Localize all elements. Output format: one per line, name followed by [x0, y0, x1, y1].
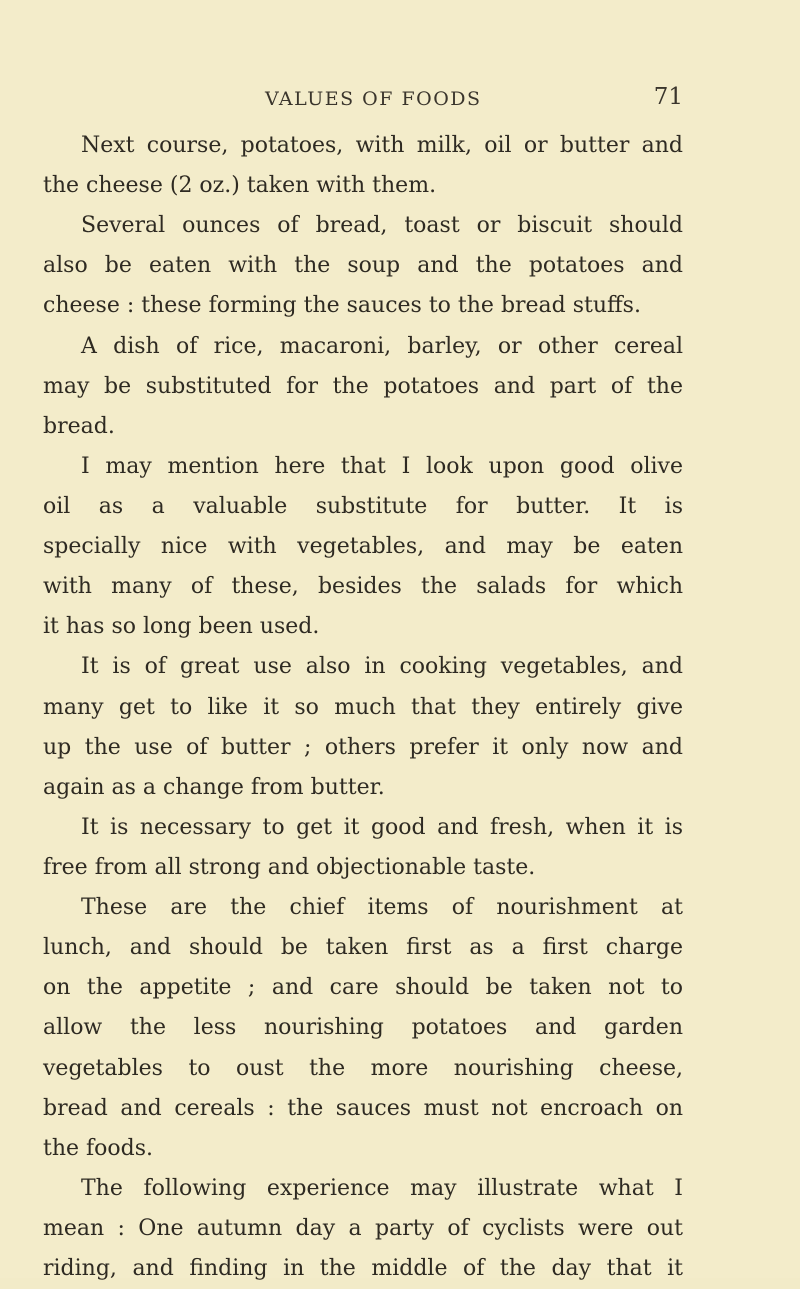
- text-line: It is necessary to get it good and fresh, when it is: [81, 814, 683, 840]
- running-head: VALUES OF FOODS: [265, 88, 482, 110]
- page-header: [43, 84, 683, 114]
- text-line: up the use of butter ; others prefer it only now and: [43, 734, 683, 760]
- text-line: A dish of rice, macaroni, barley, or other cereal: [81, 333, 683, 359]
- text-line: again as a change from butter.: [43, 774, 385, 800]
- text-line: may be substituted for the potatoes and part of the: [43, 373, 683, 399]
- text-line: bread.: [43, 413, 115, 439]
- text-line: vegetables to oust the more nourishing cheese,: [43, 1055, 683, 1081]
- text-line: specially nice with vegetables, and may be eaten: [43, 534, 683, 560]
- text-line: with many of these, besides the salads for which: [43, 574, 683, 600]
- text-line: mean : One autumn day a party of cyclists were out: [43, 1215, 683, 1241]
- text-line: many get to like it so much that they entirely give: [43, 694, 683, 720]
- text-line: lunch, and should be taken first as a first charge: [43, 935, 683, 961]
- body-text: [43, 126, 683, 1289]
- text-line: It is of great use also in cooking vegetables, and: [81, 654, 683, 680]
- text-line: on the appetite ; and care should be taken not to: [43, 975, 683, 1001]
- page-number: 71: [653, 84, 683, 110]
- text-line: it has so long been used.: [43, 614, 320, 640]
- text-line: I may mention here that I look upon good olive: [81, 453, 683, 479]
- text-line: riding, and finding in the middle of the day that it: [43, 1256, 683, 1282]
- text-line: These are the chief items of nourishment at: [81, 895, 683, 921]
- text-line: cheese : these forming the sauces to the bread stuffs.: [43, 293, 641, 319]
- text-line: allow the less nourishing potatoes and garden: [43, 1015, 683, 1041]
- text-line: oil as a valuable substitute for butter. It is: [43, 493, 683, 519]
- text-line: the cheese (2 oz.) taken with them.: [43, 173, 437, 199]
- text-line: the foods.: [43, 1135, 154, 1161]
- text-line: Several ounces of bread, toast or biscuit should: [81, 213, 683, 239]
- text-line: also be eaten with the soup and the potatoes and: [43, 253, 683, 279]
- text-line: Next course, potatoes, with milk, oil or butter and: [81, 133, 683, 158]
- text-line: The following experience may illustrate what I: [81, 1175, 683, 1201]
- text-line: free from all strong and objectionable taste.: [43, 854, 536, 880]
- text-line: bread and cereals : the sauces must not encroach on: [43, 1095, 683, 1121]
